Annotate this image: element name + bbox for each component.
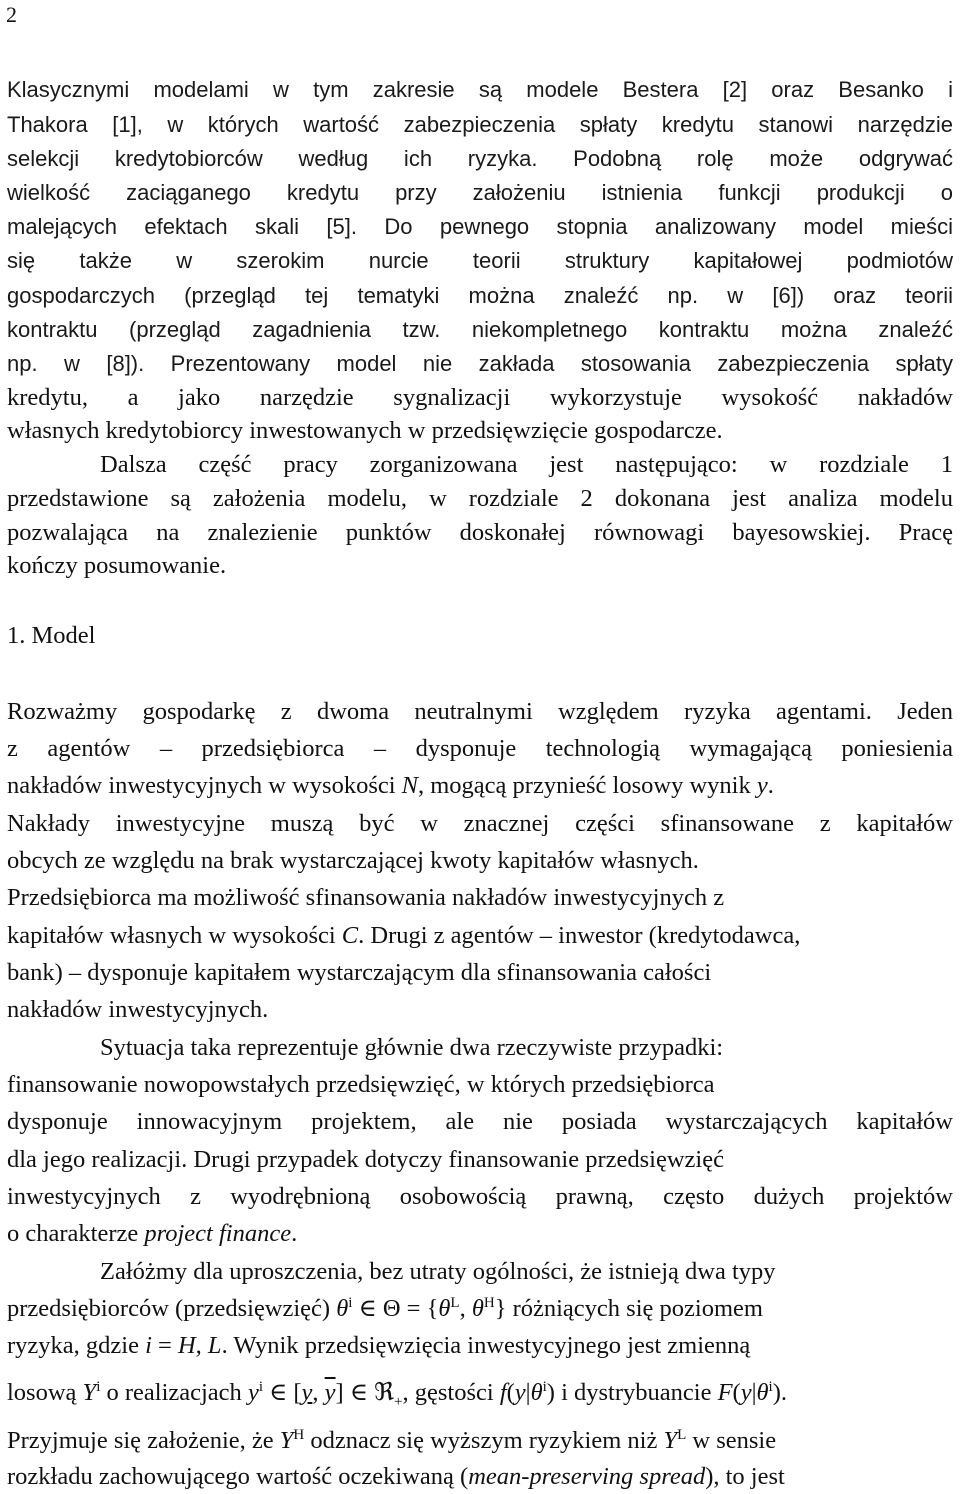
text-run: nakładów inwestycyjnych w wysokości (7, 772, 402, 799)
text-line: z agentów – przedsiębiorca – dysponuje technologią wymagającą poniesienia (7, 735, 953, 762)
emphasis: project finance (144, 1220, 292, 1247)
text-run: ∈ [ (262, 1379, 302, 1406)
text-run: o charakterze (7, 1220, 145, 1247)
math-var: θ (336, 1295, 349, 1322)
math-var: N (401, 772, 418, 799)
text-line: pozwalająca na znalezienie punktów doskonałej równowagi bayesowskiej. Pracę (7, 519, 953, 546)
text-run: ), to jest (705, 1463, 785, 1490)
text-line (7, 921, 953, 951)
text-line: Sytuacja taka reprezentuje głównie dwa rzeczywiste przypadki: (100, 1034, 724, 1061)
text-run: w sensie (686, 1427, 777, 1454)
text-run: , (312, 1379, 325, 1406)
math-var: Y (663, 1427, 678, 1454)
section-heading: 1. Model (7, 622, 96, 649)
text-line: Przedsiębiorca ma możliwość sfinansowania nakładów inwestycyjnych z (7, 884, 725, 911)
text-run: ryzyka, gdzie (7, 1332, 146, 1359)
math-var: f (499, 1379, 507, 1406)
math-var: y (740, 1379, 752, 1406)
text-line: inwestycyjnych z wyodrębnioną osobowością prawną, często dużych projektów (7, 1183, 953, 1210)
text-run: kapitałów własnych w wysokości (7, 922, 342, 949)
text-line: się także w szerokim nurcie teorii struktury kapitałowej podmiotów (7, 248, 953, 273)
text-run: odznacz się wyższym ryzykiem niż (304, 1427, 664, 1454)
math-superscript: i (768, 1379, 773, 1395)
math-superscript: i (348, 1295, 353, 1311)
text-run: rozkładu zachowującego wartość oczekiwaną ( (7, 1463, 469, 1490)
text-line: dysponuje innowacyjnym projektem, ale nie posiada wystarczających kapitałów (7, 1108, 953, 1135)
text-run: } różniących się poziomem (494, 1295, 763, 1322)
text-line (7, 1462, 953, 1492)
math-var: θ (530, 1379, 543, 1406)
math-superscript: i (96, 1379, 101, 1395)
text-run: ∈ Θ = { (352, 1295, 439, 1322)
text-line (7, 771, 953, 801)
math-var: y (756, 772, 768, 799)
text-run: ( (732, 1379, 741, 1406)
text-line: Nakłady inwestycyjne muszą być w znacznej części sfinansowane z kapitałów (7, 810, 953, 837)
text-line: Załóżmy dla uproszczenia, bez utraty ogólności, że istnieją dwa typy (100, 1258, 776, 1285)
text-line (7, 1294, 953, 1324)
text-line: nakładów inwestycyjnych. (7, 996, 269, 1023)
text-run: ( (506, 1379, 515, 1406)
text-line: Dalsza część pracy zorganizowana jest następująco: w rozdziale 1 (100, 451, 953, 478)
text-run: losową (7, 1379, 83, 1406)
text-run: . Wynik przedsięwzięcia inwestycyjnego jest zmienną (221, 1332, 751, 1359)
math-var: Y (279, 1427, 294, 1454)
math-var: F (717, 1379, 733, 1406)
text-run: | (751, 1379, 757, 1406)
text-line (7, 1331, 953, 1361)
math-var: y (514, 1379, 526, 1406)
math-superscript: L (677, 1427, 687, 1443)
math-superscript: i (258, 1379, 263, 1395)
text-line: gospodarczych (przegląd tej tematyki można znaleźć np. w [6]) oraz teorii (7, 283, 953, 308)
math-var: i (145, 1332, 152, 1359)
text-line: własnych kredytobiorcy inwestowanych w przedsięwzięcie gospodarcze. (7, 417, 723, 444)
text-run: , (459, 1295, 472, 1322)
emphasis: mean-preserving spread (468, 1463, 706, 1490)
text-line: przedstawione są założenia modelu, w rozdziale 2 dokonana jest analiza modelu (7, 485, 953, 512)
text-run: . (767, 772, 774, 799)
text-line (7, 1426, 953, 1456)
math-superscript: L (450, 1295, 460, 1311)
text-line: finansowanie nowopowstałych przedsięwzięć, w których przedsiębiorca (7, 1071, 715, 1098)
math-superscript: i (542, 1379, 547, 1395)
text-line: kredytu, a jako narzędzie sygnalizacji wykorzystuje wysokość nakładów (7, 384, 953, 411)
text-line: malejących efektach skali [5]. Do pewnego stopnia analizowany model mieści (7, 214, 953, 239)
text-run: = (151, 1332, 178, 1359)
text-run: | (525, 1379, 531, 1406)
text-line: Thakora [1], w których wartość zabezpieczenia spłaty kredytu stanowi narzędzie (7, 112, 953, 137)
math-var: y (247, 1379, 259, 1406)
math-var: C (341, 922, 359, 949)
text-line: obcych ze względu na brak wystarczającej kwoty kapitałów własnych. (7, 847, 699, 874)
text-line: kontraktu (przegląd zagadnienia tzw. niekompletnego kontraktu można znaleźć (7, 317, 953, 342)
math-subscript: + (394, 1393, 403, 1410)
text-run: . (291, 1220, 298, 1247)
math-var: θ (471, 1295, 484, 1322)
text-run: , gęstości (402, 1379, 500, 1406)
math-var: H, L (177, 1332, 222, 1359)
text-run: przedsiębiorców (przedsięwzięć) (7, 1295, 337, 1322)
math-var: θ (438, 1295, 451, 1322)
math-var: y (301, 1379, 313, 1406)
math-superscript: H (483, 1295, 495, 1311)
text-run: , mogącą przynieść losowy wynik (418, 772, 757, 799)
text-line: Rozważmy gospodarkę z dwoma neutralnymi względem ryzyka agentami. Jeden (7, 698, 953, 725)
text-line: np. w [8]). Prezentowany model nie zakłada stosowania zabezpieczenia spłaty (7, 351, 953, 376)
page-number: 2 (6, 2, 17, 27)
math-var: θ (756, 1379, 769, 1406)
math-var: $\overline{y}$ (324, 1379, 336, 1406)
text-run: Przyjmuje się założenie, że (7, 1427, 280, 1454)
text-line: selekcji kredytobiorców według ich ryzyka. Podobną rolę może odgrywać (7, 146, 953, 171)
text-run: ] ∈ ℜ (335, 1379, 395, 1406)
text-run: . Drugi z agentów – inwestor (kredytodawca, (358, 922, 801, 949)
text-line: kończy posumowanie. (7, 552, 227, 579)
text-line: dla jego realizacji. Drugi przypadek dotyczy finansowanie przedsięwzięć (7, 1146, 724, 1173)
text-line (7, 1378, 953, 1417)
text-run: ). (772, 1379, 788, 1406)
math-var: Y (82, 1379, 97, 1406)
math-superscript: H (293, 1427, 305, 1443)
text-line: wielkość zaciąganego kredytu przy założeniu istnienia funkcji produkcji o (7, 180, 953, 205)
text-line (7, 1219, 953, 1249)
text-run: o realizacjach (100, 1379, 248, 1406)
text-line: Klasycznymi modelami w tym zakresie są modele Bestera [2] oraz Besanko i (7, 77, 953, 102)
text-run: ) i dystrybuancie (546, 1379, 718, 1406)
text-line: bank) – dysponuje kapitałem wystarczającym dla sfinansowania całości (7, 959, 712, 986)
